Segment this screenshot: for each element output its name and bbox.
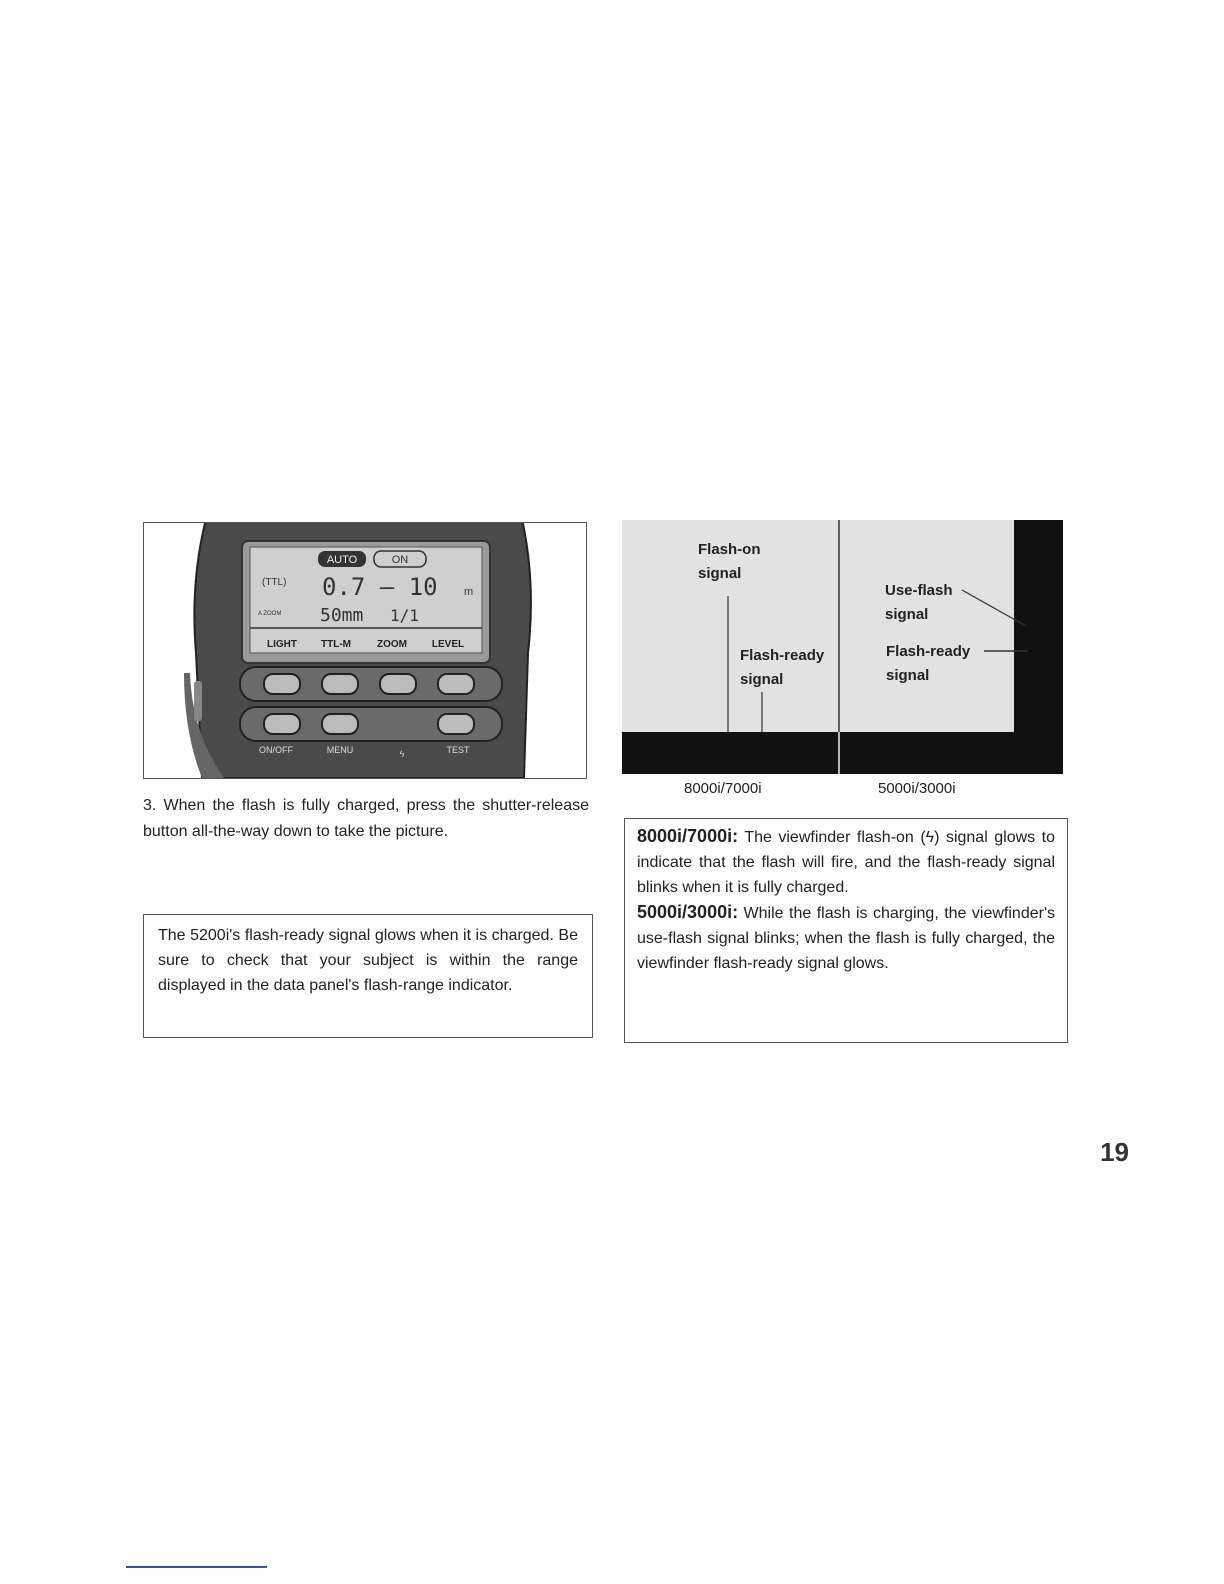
- caption-8000i-7000i: 8000i/7000i: [684, 780, 762, 797]
- note-viewfinder-signals: [624, 818, 1068, 1043]
- level-button[interactable]: [438, 674, 474, 694]
- lcd-zoom-value: 50mm: [320, 605, 364, 626]
- key-label-menu: MENU: [326, 745, 354, 755]
- flash-ready-right-label: Flash-ready signal: [886, 643, 971, 684]
- use-flash-signal-label: Use-flash signal: [885, 582, 953, 623]
- flash-on-signal-label: Flash-on signal: [698, 541, 761, 582]
- test-button[interactable]: [438, 714, 474, 734]
- models-8000i-7000i: 8000i/7000i:: [637, 826, 739, 846]
- footer-rule: [126, 1566, 267, 1568]
- light-button[interactable]: [264, 674, 300, 694]
- lcd-on-text: ON: [391, 554, 409, 566]
- viewfinder-illustration: [622, 520, 1063, 774]
- key-label-zoom: ZOOM: [377, 639, 407, 650]
- ttl-m-button[interactable]: [322, 674, 358, 694]
- key-label-test: TEST: [446, 745, 470, 755]
- page-number: 19: [1100, 1137, 1129, 1167]
- menu-button[interactable]: [322, 714, 358, 734]
- lcd-level-text: 1/1: [390, 606, 419, 625]
- note-5200i: The 5200i's flash-ready signal glows when it is charged. Be sure to check that your subject is within the range displayed in the data panel's flash-range indicator.: [143, 914, 593, 1038]
- key-label-ttl-m: TTL-M: [321, 639, 351, 650]
- lcd-unit-text: m: [464, 586, 474, 598]
- viewfinder-field: [622, 520, 1014, 732]
- step-3-instruction: 3. When the flash is fully charged, press the shutter-release button all-the-way down to take the picture.: [143, 797, 589, 840]
- key-label-on-off: ON/OFF: [259, 745, 293, 755]
- flash-unit-illustration: [143, 522, 587, 779]
- flash-unit-drawing: [144, 523, 586, 778]
- lcd-range-text: 0.7 – 10: [322, 573, 438, 601]
- on-off-button[interactable]: [264, 714, 300, 734]
- text-8000i-7000i: The viewfinder flash-on (ϟ) signal glows to indicate that the flash will fire, and the flash-ready signal blinks when it is fully charged.: [637, 829, 1056, 896]
- lcd-ttl-text: (TTL): [262, 577, 287, 588]
- models-5000i-3000i: 5000i/3000i:: [637, 902, 739, 922]
- key-label-flash: ϟ: [399, 749, 405, 759]
- viewfinder-drawing: [622, 520, 1063, 774]
- text-5000i-3000i: While the flash is charging, the viewfinder's use-flash signal blinks; when the flash is fully charged, the viewfinder flash-ready signal glows.: [637, 905, 1055, 972]
- key-label-light: LIGHT: [267, 639, 297, 650]
- caption-5000i-3000i: 5000i/3000i: [878, 780, 956, 797]
- flash-ready-left-label: Flash-ready signal: [740, 647, 825, 688]
- side-switch: [194, 681, 202, 721]
- key-label-level: LEVEL: [431, 639, 465, 650]
- lcd-auto-text: AUTO: [326, 554, 358, 566]
- zoom-button[interactable]: [380, 674, 416, 694]
- lcd-zoom-tag: A ZOOM: [258, 611, 282, 617]
